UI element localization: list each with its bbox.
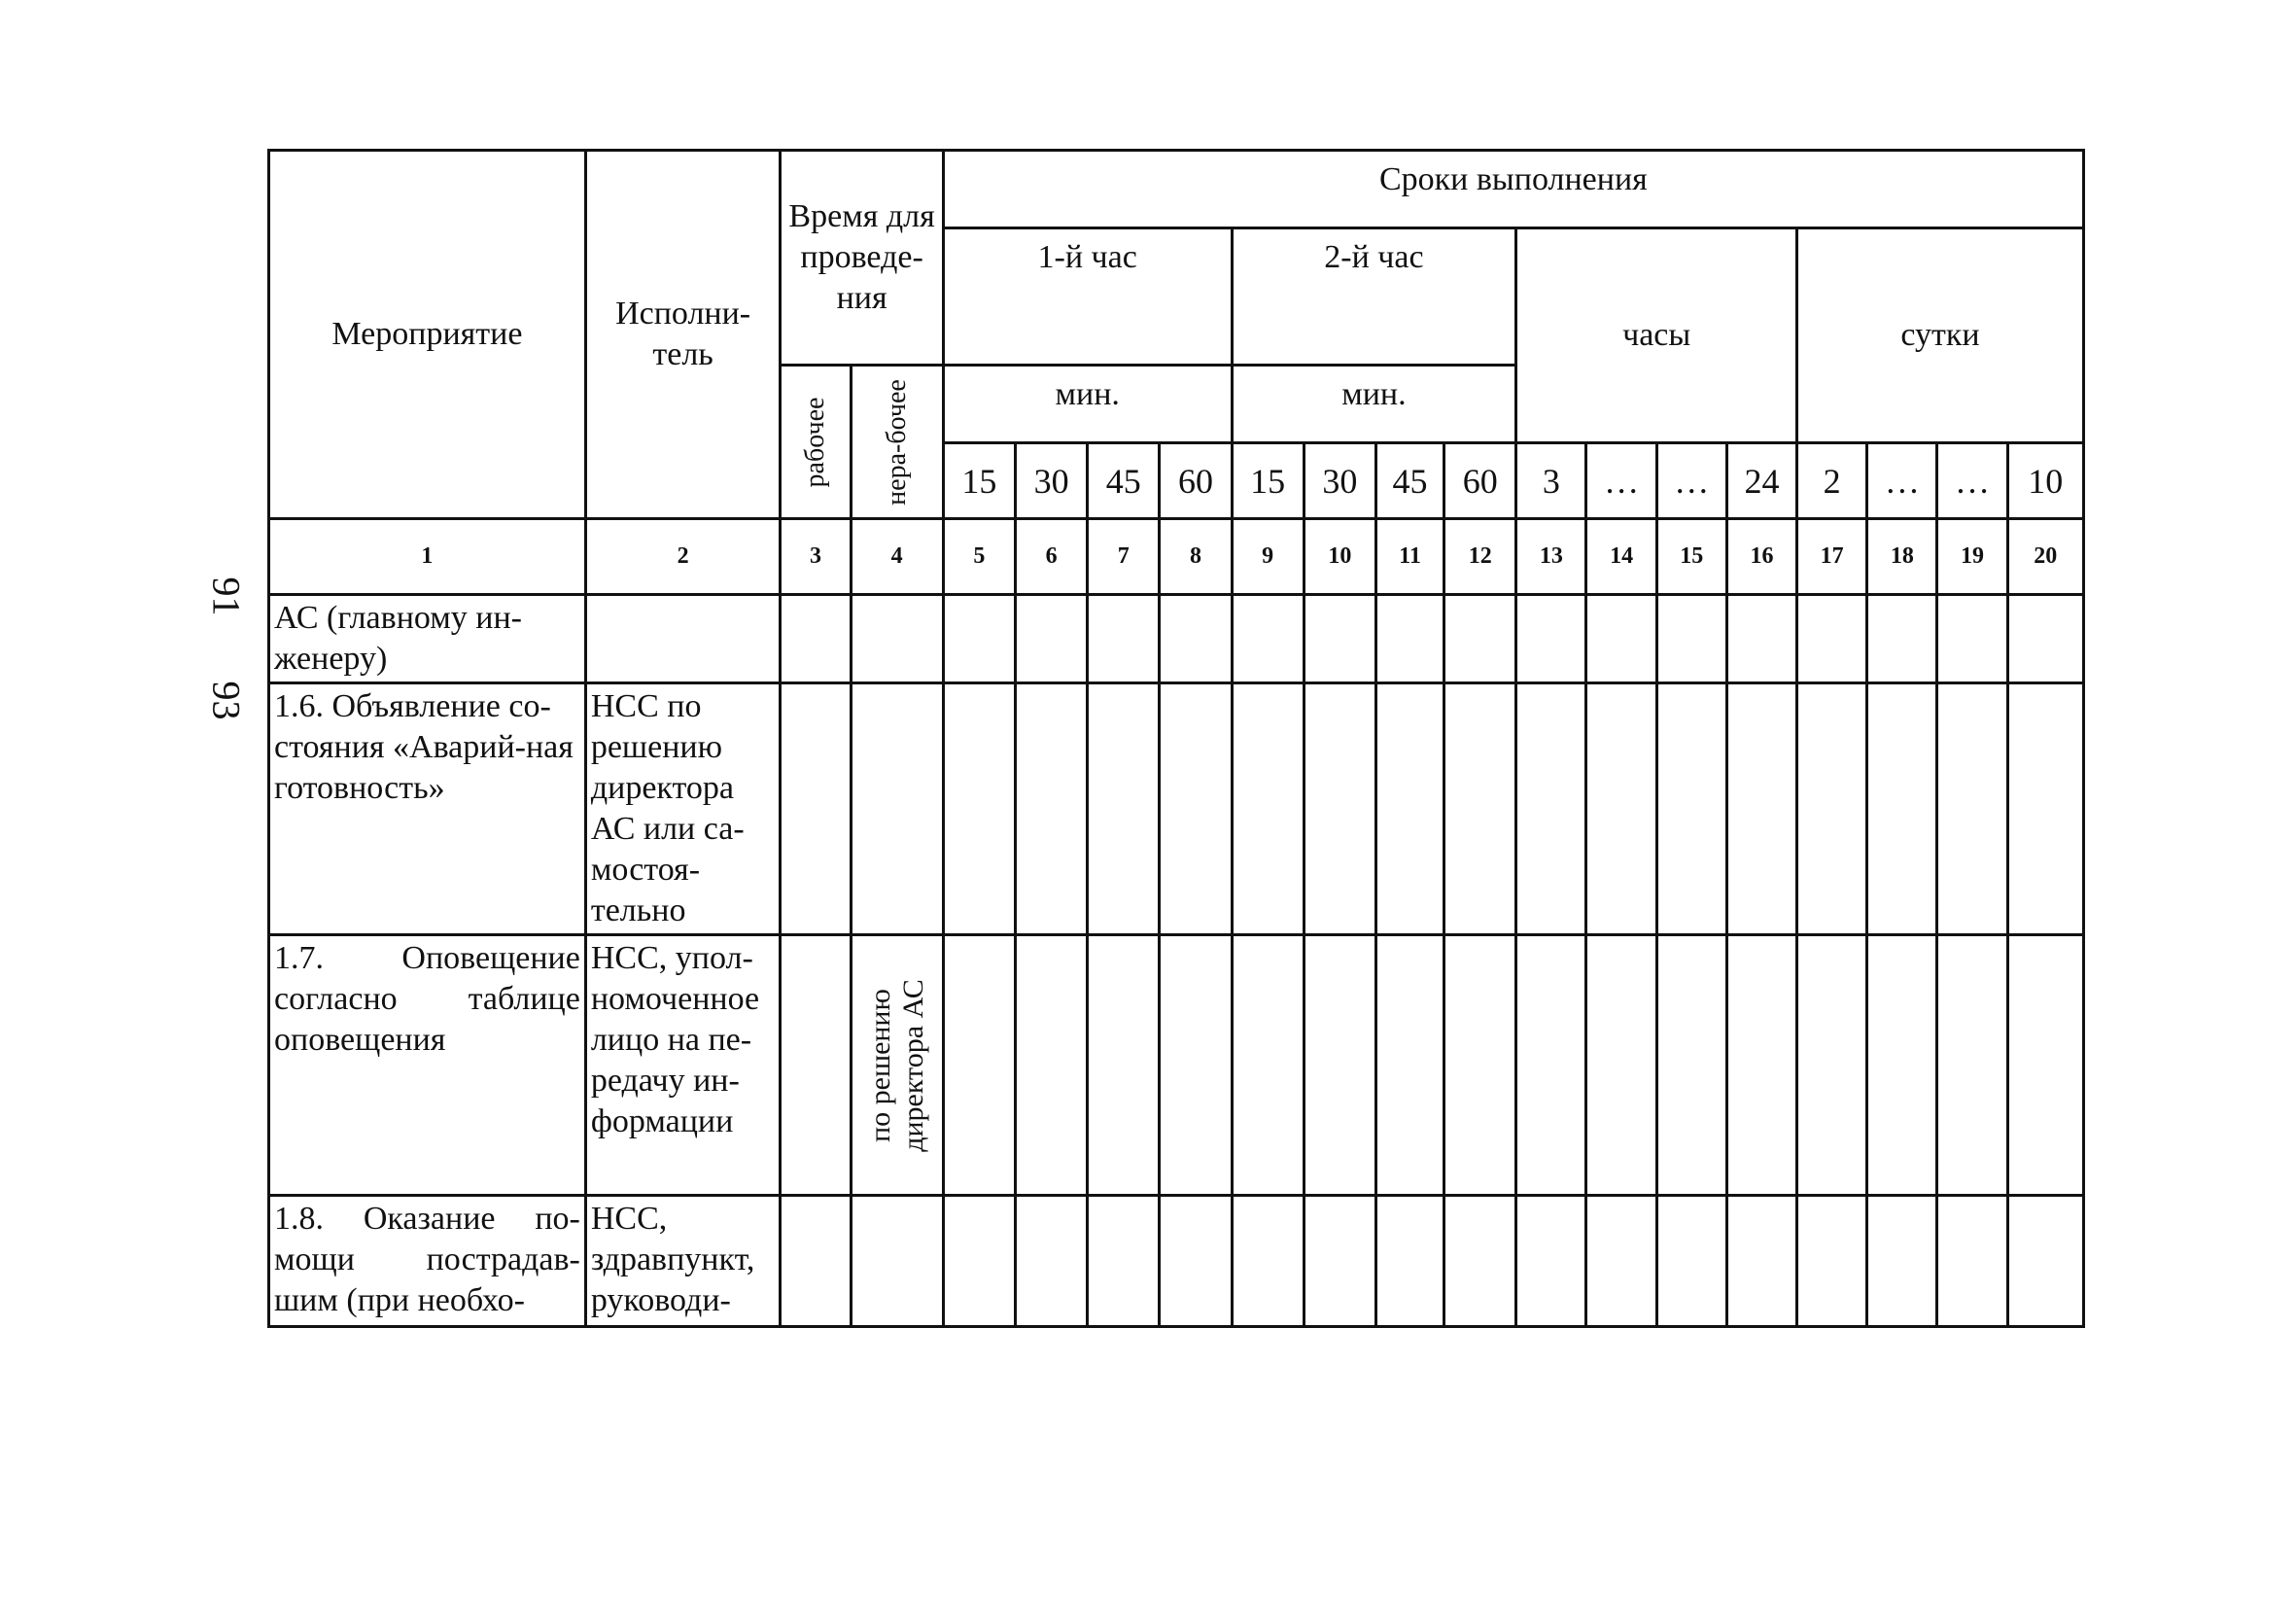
empty-cell (1937, 595, 2007, 683)
empty-cell (1232, 683, 1304, 935)
empty-cell (1867, 935, 1937, 1196)
header-hours: часы (1516, 228, 1797, 443)
row-time-nonwork (851, 1196, 943, 1327)
column-number: 5 (943, 519, 1015, 595)
subcol-label: … (1586, 443, 1656, 519)
column-number: 10 (1304, 519, 1375, 595)
subcol-label: 60 (1160, 443, 1232, 519)
empty-cell (1797, 1196, 1867, 1327)
header-executor: Исполни-тель (585, 151, 781, 519)
page-number: 93 (204, 681, 249, 720)
empty-cell (1516, 1196, 1586, 1327)
empty-cell (1586, 1196, 1656, 1327)
empty-cell (1160, 1196, 1232, 1327)
column-number: 14 (1586, 519, 1656, 595)
column-number: 16 (1726, 519, 1796, 595)
empty-cell (1797, 595, 1867, 683)
row-time-work (781, 935, 851, 1196)
empty-cell (1088, 683, 1160, 935)
empty-cell (1088, 595, 1160, 683)
empty-cell (1797, 935, 1867, 1196)
column-number: 15 (1656, 519, 1726, 595)
empty-cell (1375, 1196, 1444, 1327)
empty-cell (1444, 683, 1516, 935)
column-number: 20 (2007, 519, 2083, 595)
empty-cell (1160, 595, 1232, 683)
header-time-nonwork (851, 366, 943, 519)
empty-cell (1656, 595, 1726, 683)
empty-cell (1516, 935, 1586, 1196)
row-event: 1.7. Оповещение согласно таблице оповещения (269, 935, 586, 1196)
empty-cell (1304, 683, 1375, 935)
row-event: 1.8. Оказание по-мощи пострадав-шим (при необхо- (269, 1196, 586, 1327)
empty-cell (1726, 1196, 1796, 1327)
empty-cell (1586, 683, 1656, 935)
column-number: 17 (1797, 519, 1867, 595)
empty-cell (1726, 595, 1796, 683)
subcol-label: … (1656, 443, 1726, 519)
empty-cell (1656, 1196, 1726, 1327)
row-event: АС (главному ин-женеру) (269, 595, 586, 683)
empty-cell (1375, 935, 1444, 1196)
subcol-label: 15 (943, 443, 1015, 519)
row-time-work (781, 1196, 851, 1327)
empty-cell (2007, 1196, 2083, 1327)
empty-cell (1586, 935, 1656, 1196)
subcol-label: 10 (2007, 443, 2083, 519)
empty-cell (1304, 935, 1375, 1196)
empty-cell (1304, 595, 1375, 683)
subcol-label: … (1937, 443, 2007, 519)
empty-cell (1867, 1196, 1937, 1327)
row-time-nonwork (851, 683, 943, 935)
subcol-label: 30 (1304, 443, 1375, 519)
row-executor: НСС, упол-номоченное лицо на пе-редачу ин-формации (585, 935, 781, 1196)
subcol-label: 3 (1516, 443, 1586, 519)
column-number-row (269, 519, 2084, 595)
column-number: 2 (585, 519, 781, 595)
empty-cell (943, 1196, 1015, 1327)
empty-cell (1444, 935, 1516, 1196)
empty-cell (1375, 595, 1444, 683)
empty-cell (943, 683, 1015, 935)
empty-cell (2007, 683, 2083, 935)
empty-cell (1375, 683, 1444, 935)
subcol-label: 45 (1375, 443, 1444, 519)
empty-cell (1232, 595, 1304, 683)
row-time-work (781, 683, 851, 935)
subcol-label: 60 (1444, 443, 1516, 519)
table-row (269, 935, 2084, 1196)
header-time-work (781, 366, 851, 519)
column-number: 11 (1375, 519, 1444, 595)
page-number: 91 (204, 577, 249, 616)
empty-cell (2007, 595, 2083, 683)
header-time-work-label: рабочее (799, 397, 830, 487)
header-hour-1: 1-й час (943, 228, 1232, 366)
column-number: 7 (1088, 519, 1160, 595)
header-deadlines: Сроки выполнения (943, 151, 2083, 228)
empty-cell (1232, 935, 1304, 1196)
column-number: 9 (1232, 519, 1304, 595)
empty-cell (1088, 935, 1160, 1196)
row-time-nonwork (851, 595, 943, 683)
empty-cell (1726, 683, 1796, 935)
column-number: 18 (1867, 519, 1937, 595)
empty-cell (1586, 595, 1656, 683)
subcol-label: 45 (1088, 443, 1160, 519)
table-row (269, 595, 2084, 683)
empty-cell (1444, 595, 1516, 683)
header-days: сутки (1797, 228, 2084, 443)
row-event: 1.6. Объявление со-стояния «Аварий-ная готовность» (269, 683, 586, 935)
nonwork-note: по решению директора АС (863, 978, 929, 1152)
column-number: 19 (1937, 519, 2007, 595)
row-time-nonwork (851, 935, 943, 1196)
empty-cell (1937, 1196, 2007, 1327)
empty-cell (1937, 935, 2007, 1196)
row-time-work (781, 595, 851, 683)
empty-cell (1726, 935, 1796, 1196)
empty-cell (2007, 935, 2083, 1196)
column-number: 13 (1516, 519, 1586, 595)
empty-cell (1867, 683, 1937, 935)
empty-cell (943, 935, 1015, 1196)
column-number: 3 (781, 519, 851, 595)
empty-cell (1160, 935, 1232, 1196)
table-row (269, 1196, 2084, 1327)
page-number-column (199, 569, 258, 724)
empty-cell (1937, 683, 2007, 935)
empty-cell (943, 595, 1015, 683)
header-minutes-2: мин. (1232, 366, 1516, 443)
empty-cell (1867, 595, 1937, 683)
subcol-label: 15 (1232, 443, 1304, 519)
table-row (269, 683, 2084, 935)
column-number: 4 (851, 519, 943, 595)
empty-cell (1516, 595, 1586, 683)
column-number: 6 (1016, 519, 1088, 595)
subcol-label: 24 (1726, 443, 1796, 519)
header-minutes-1: мин. (943, 366, 1232, 443)
header-event: Мероприятие (269, 151, 586, 519)
empty-cell (1797, 683, 1867, 935)
column-number: 12 (1444, 519, 1516, 595)
header-time-nonwork-label: нера-бочее (881, 378, 912, 506)
column-number: 1 (269, 519, 586, 595)
empty-cell (1160, 683, 1232, 935)
empty-cell (1016, 1196, 1088, 1327)
empty-cell (1516, 683, 1586, 935)
schedule-table (267, 149, 2085, 1328)
header-time-title: Время для проведе-ния (781, 151, 943, 366)
row-executor (585, 595, 781, 683)
empty-cell (1016, 595, 1088, 683)
empty-cell (1656, 935, 1726, 1196)
empty-cell (1016, 683, 1088, 935)
empty-cell (1304, 1196, 1375, 1327)
row-executor: НСС, здравпункт, руководи- (585, 1196, 781, 1327)
header-hour-2: 2-й час (1232, 228, 1516, 366)
empty-cell (1016, 935, 1088, 1196)
subcol-label: 2 (1797, 443, 1867, 519)
empty-cell (1444, 1196, 1516, 1327)
empty-cell (1232, 1196, 1304, 1327)
subcol-label: … (1867, 443, 1937, 519)
row-executor: НСС по решению директора АС или са-мостоя-тельно (585, 683, 781, 935)
empty-cell (1656, 683, 1726, 935)
subcol-label: 30 (1016, 443, 1088, 519)
empty-cell (1088, 1196, 1160, 1327)
column-number: 8 (1160, 519, 1232, 595)
